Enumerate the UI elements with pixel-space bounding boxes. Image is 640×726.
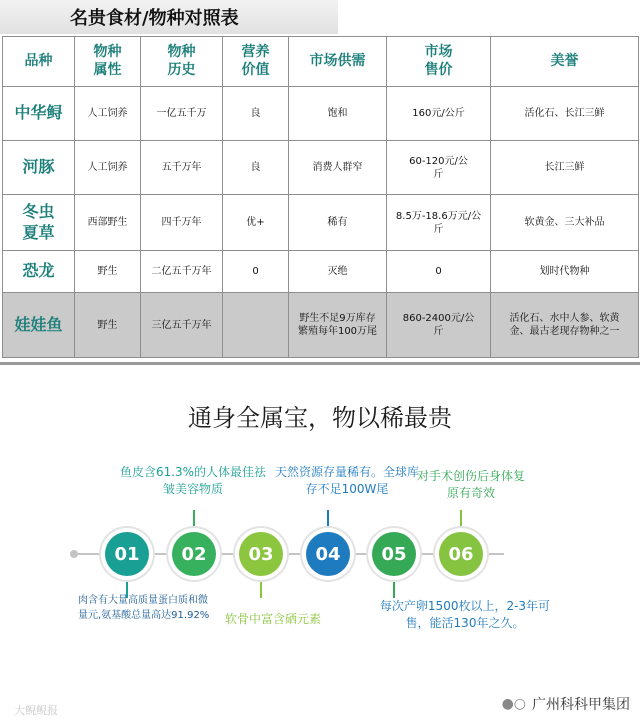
note-04: 天然资源存量稀有。全球库存不足100W尾 xyxy=(274,465,419,497)
table-row xyxy=(3,87,639,141)
wechat-icon: ●○ xyxy=(501,696,526,712)
watermark: 大鲵鲵报 xyxy=(14,704,58,717)
table-cell: 人工饲养 xyxy=(75,87,141,141)
table-cell: 四千万年 xyxy=(141,195,223,251)
table-cell: 稀有 xyxy=(289,195,387,251)
brand-name: 广州科科甲集团 xyxy=(532,697,630,713)
stem-04 xyxy=(327,510,329,532)
note-03: 软骨中富含硒元素 xyxy=(224,612,321,626)
table-cell: 优+ xyxy=(223,195,289,251)
header-reputation: 美誉 xyxy=(491,37,639,87)
stem-02 xyxy=(193,510,195,532)
table-row xyxy=(3,141,639,195)
header-attribute: 物种属性 xyxy=(75,37,141,87)
table-cell: 8.5万-18.6万元/公斤 xyxy=(387,195,491,251)
stem-06 xyxy=(460,510,462,532)
stem-05 xyxy=(393,576,395,598)
variety-cell: 河豚 xyxy=(3,141,75,195)
table-row xyxy=(3,293,639,358)
table-title: 名贵食材/物种对照表 xyxy=(0,0,338,34)
variety-cell: 娃娃鱼 xyxy=(3,293,75,358)
note-05: 每次产卵1500枚以上，2-3年可售，能活130年之久。 xyxy=(379,599,551,631)
table-cell: 野生 xyxy=(75,293,141,358)
step-02-circle: 02 xyxy=(172,532,216,576)
header-supply: 市场供需 xyxy=(289,37,387,87)
table-cell xyxy=(223,293,289,358)
header-variety: 品种 xyxy=(3,37,75,87)
header-price: 市场售价 xyxy=(387,37,491,87)
table-cell: 划时代物种 xyxy=(491,251,639,293)
step-03-circle: 03 xyxy=(239,532,283,576)
table-cell: 长江三鲜 xyxy=(491,141,639,195)
variety-cell: 恐龙 xyxy=(3,251,75,293)
header-history: 物种历史 xyxy=(141,37,223,87)
table-cell: 活化石、水中人参、软黄金、最古老现存物种之一 xyxy=(491,293,639,358)
step-05-circle: 05 xyxy=(372,532,416,576)
comparison-table xyxy=(2,36,639,358)
infographic-headline: 通身全属宝，物以稀最贵 xyxy=(188,404,452,432)
variety-cell: 冬虫夏草 xyxy=(3,195,75,251)
section-divider xyxy=(0,362,640,365)
table-cell: 160元/公斤 xyxy=(387,87,491,141)
table-cell: 一亿五千万 xyxy=(141,87,223,141)
table-cell: 三亿五千万年 xyxy=(141,293,223,358)
table-cell: 灭绝 xyxy=(289,251,387,293)
table-cell: 0 xyxy=(387,251,491,293)
step-06-circle: 06 xyxy=(439,532,483,576)
table-row xyxy=(3,195,639,251)
table-cell: 良 xyxy=(223,87,289,141)
table-cell: 饱和 xyxy=(289,87,387,141)
table-cell: 野生 xyxy=(75,251,141,293)
note-01: 肉含有大量高质量蛋白质和微量元,氨基酸总量高达91.92% xyxy=(78,595,210,621)
step-01-circle: 01 xyxy=(105,532,149,576)
table-cell: 0 xyxy=(223,251,289,293)
comparison-section xyxy=(0,0,640,362)
header-nutrition: 营养价值 xyxy=(223,37,289,87)
table-row xyxy=(3,251,639,293)
table-cell: 活化石、长江三鲜 xyxy=(491,87,639,141)
table-cell: 860-2400元/公斤 xyxy=(387,293,491,358)
stem-03 xyxy=(260,576,262,598)
note-06: 对手术创伤后身体复原有奇效 xyxy=(416,469,525,501)
variety-cell: 中华鲟 xyxy=(3,87,75,141)
table-cell: 软黄金、三大补品 xyxy=(491,195,639,251)
table-cell: 60-120元/公斤 xyxy=(387,141,491,195)
table-cell: 良 xyxy=(223,141,289,195)
step-04-circle: 04 xyxy=(306,532,350,576)
table-header-row xyxy=(3,37,639,87)
table-cell: 五千万年 xyxy=(141,141,223,195)
table-cell: 二亿五千万年 xyxy=(141,251,223,293)
brand-label xyxy=(502,694,630,714)
table-cell: 人工饲养 xyxy=(75,141,141,195)
table-cell: 西部野生 xyxy=(75,195,141,251)
note-02: 鱼皮含61.3%的人体最佳祛皱美容物质 xyxy=(119,465,267,497)
table-cell: 野生不足9万库存繁殖每年100万尾 xyxy=(289,293,387,358)
table-cell: 消费人群窄 xyxy=(289,141,387,195)
